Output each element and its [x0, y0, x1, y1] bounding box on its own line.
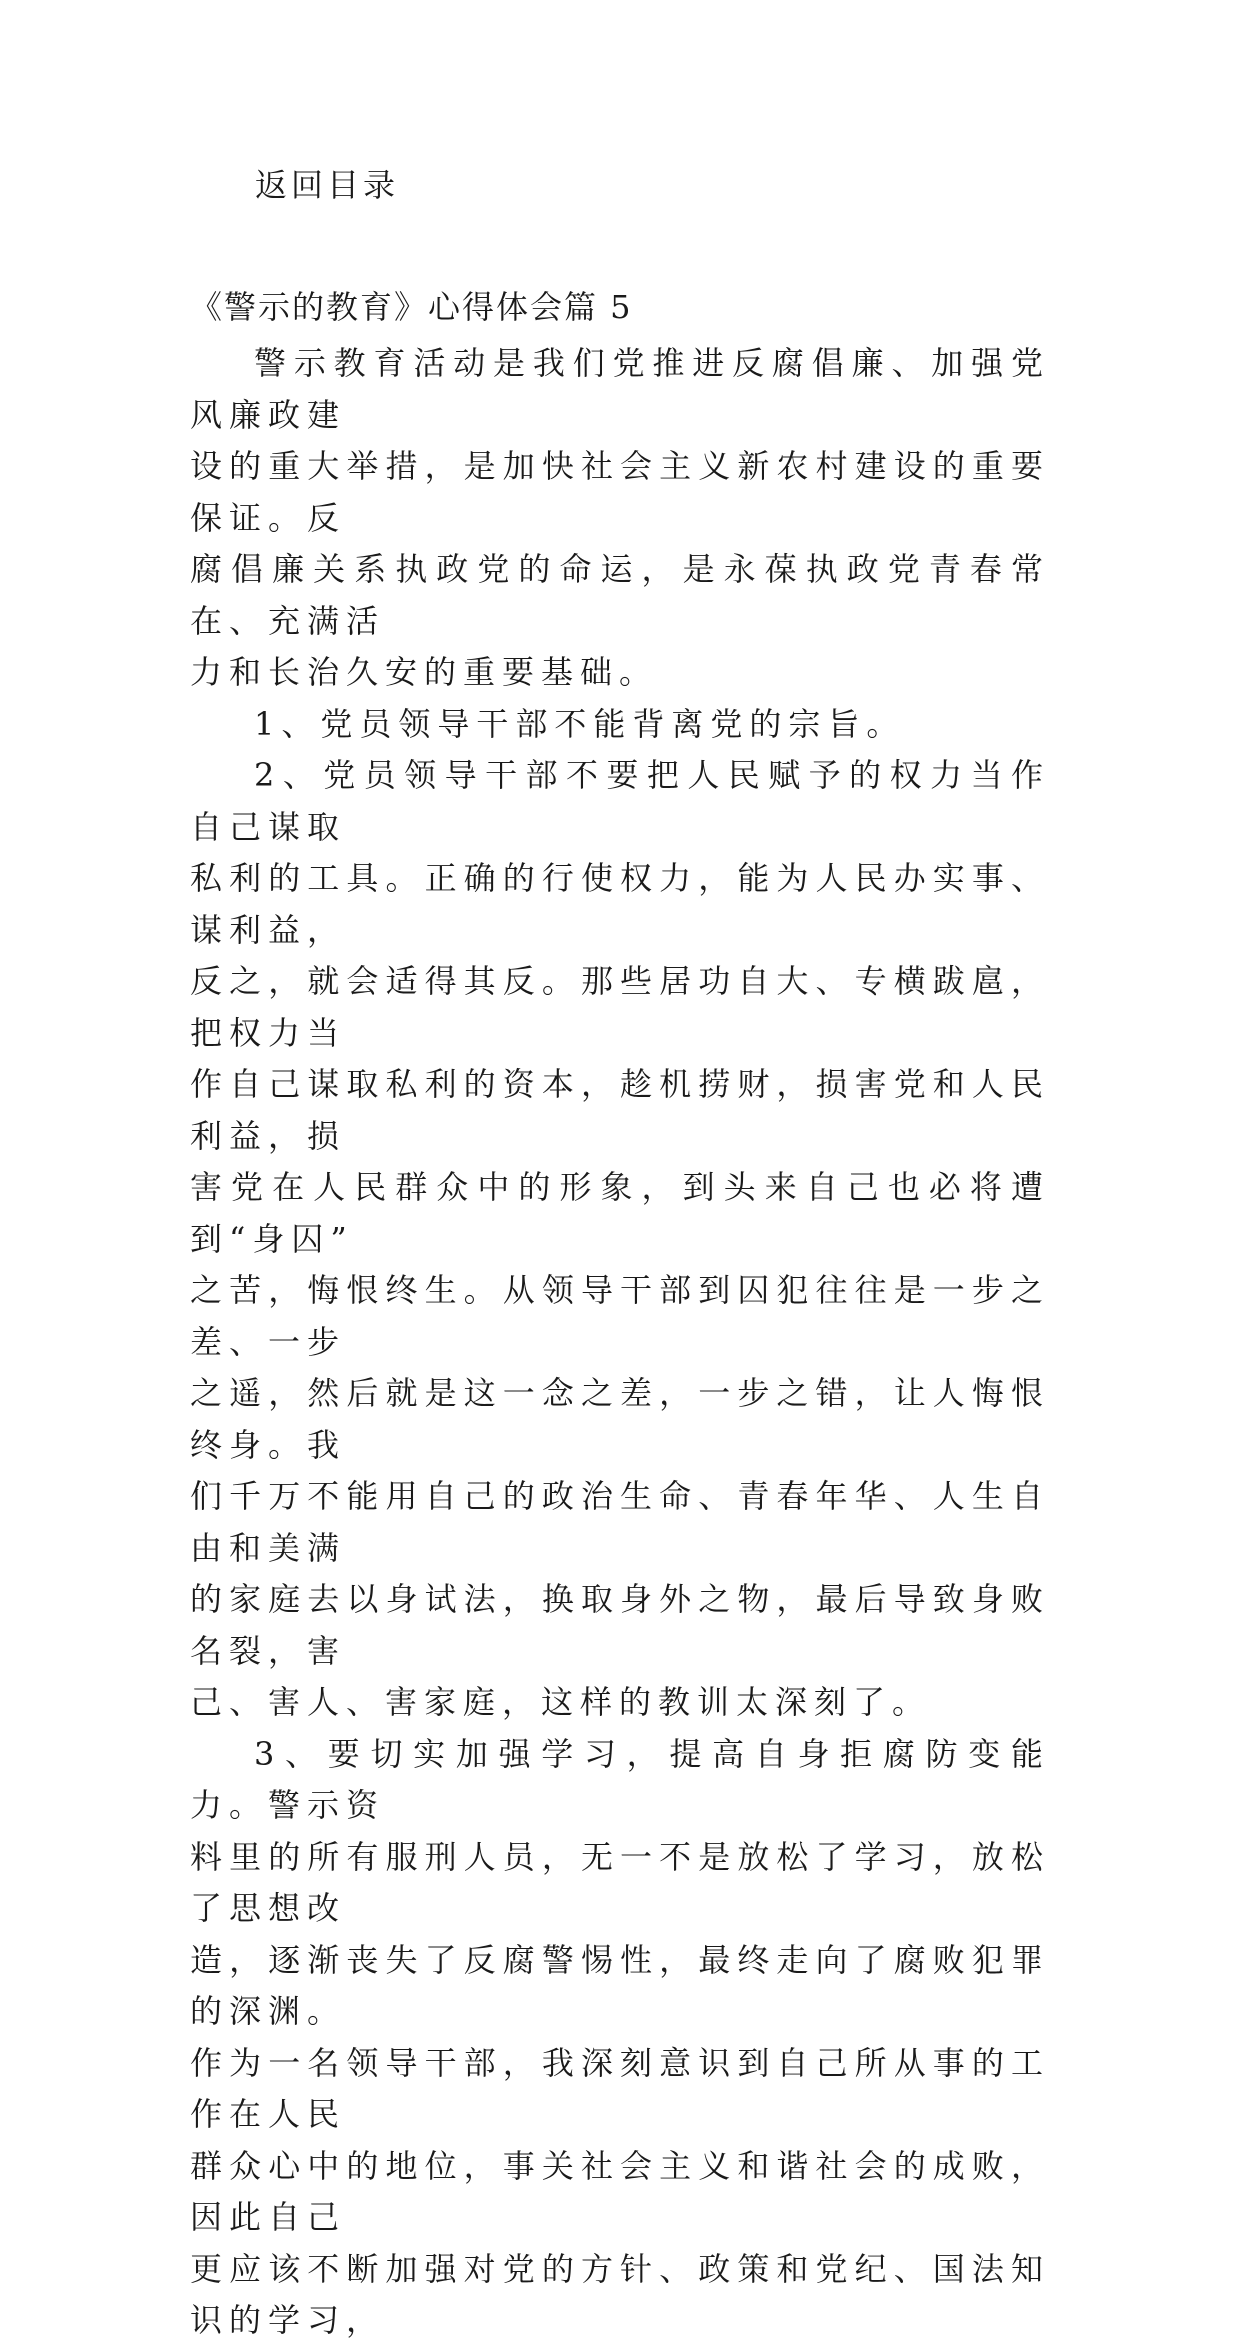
paragraph-point-1: 1、党员领导干部不能背离党的宗旨。	[254, 704, 906, 743]
paragraph-point-3: 3、要切实加强学习，提高自身拒腐防变能力。警示资 料里的所有服刑人员，无一不是放松了学习，放松了思想改 造，逐渐丧失了反腐警惕性，最终走向了腐败犯罪的深渊。 作为一名领导干部，我深刻意识到自己所从事的工作在人民 群众心中的地位，事关社会主义和谐社会的成败，因此自己 更应该不断加强对党的方针、政策和党纪、国法知识的学习，	[190, 1734, 1050, 2339]
back-to-contents-link[interactable]: 返回目录	[255, 166, 400, 204]
document-body	[190, 338, 1050, 2347]
document-title: 《警示的教育》心得体会篇 5	[190, 288, 633, 326]
paragraph-point-2: 2、党员领导干部不要把人民赋予的权力当作自己谋取 私利的工具。正确的行使权力，能为人民办实事、谋利益， 反之，就会适得其反。那些居功自大、专横跋扈，把权力当 作自己谋取私利的资本，趁机捞财，损害党和人民利益，损 害党在人民群众中的形象，到头来自己也必将遭到“身囚” 之苦，悔恨终生。从领导干部到囚犯往往是一步之差、一步 之遥，然后就是这一念之差，一步之错，让人悔恨终身。我 们千万不能用自己的政治生命、青春年华、人生自由和美满 的家庭去以身试法，换取身外之物，最后导致身败名裂，害 己、害人、害家庭，这样的教训太深刻了。	[190, 756, 1050, 1721]
paragraph-intro: 警示教育活动是我们党推进反腐倡廉、加强党风廉政建 设的重大举措，是加快社会主义新农村建设的重要保证。反 腐倡廉关系执政党的命运，是永葆执政党青春常在、充满活 力和长治久安的重要基础。	[190, 344, 1050, 691]
